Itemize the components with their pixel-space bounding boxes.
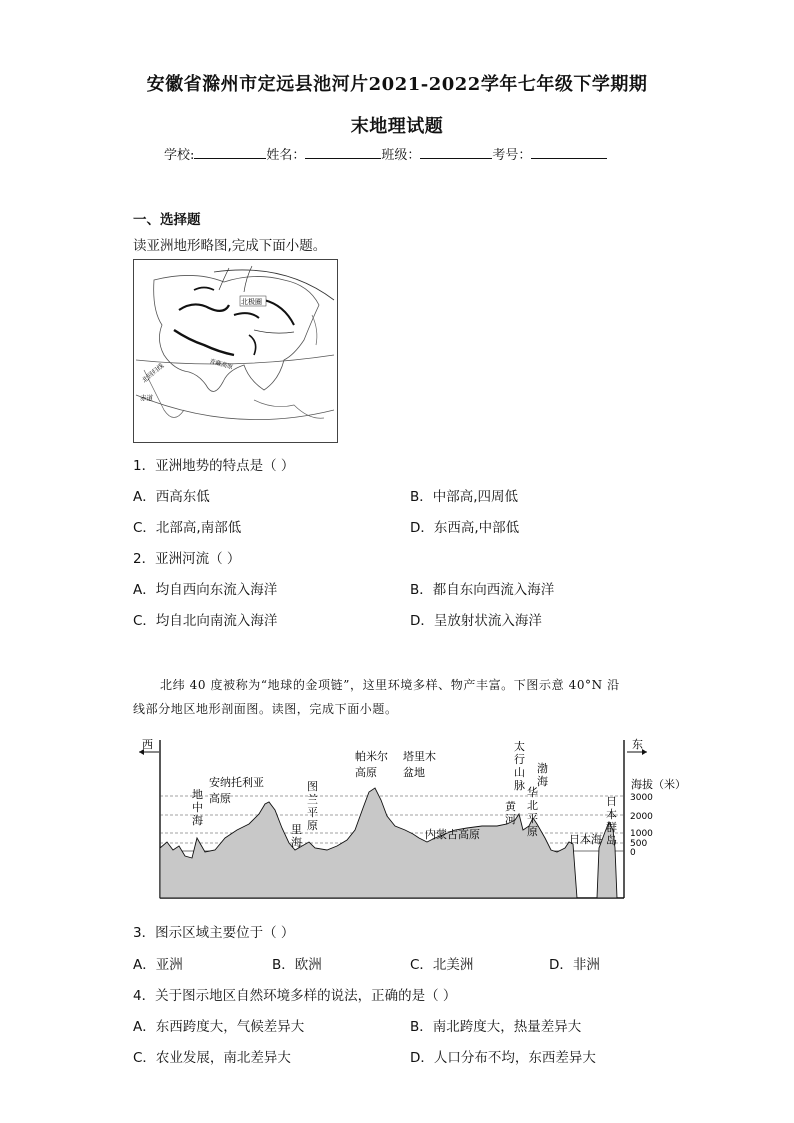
tick-2000: 2000 [630, 812, 653, 822]
map-label-tibet: 青藏高原 [208, 357, 234, 371]
school-blank[interactable] [194, 144, 266, 159]
tick-0: 0 [630, 848, 636, 858]
q3-option-c[interactable]: C．北美洲 [410, 957, 474, 973]
tick-3000: 3000 [630, 793, 653, 803]
q1-option-b[interactable]: B．中部高,四周低 [410, 489, 519, 505]
map-label-tropic: 北回归线 [140, 361, 166, 385]
map-label-equator: 赤道 [140, 394, 153, 402]
class-label: 班级： [381, 148, 421, 163]
label-north-china-plain: 华北平原 [527, 786, 538, 838]
section-heading: 一、选择题 [133, 212, 201, 228]
question-3-stem: 3．图示区域主要位于（ ） [133, 925, 295, 941]
label-pamir: 帕米尔高原 [355, 750, 388, 779]
label-inner-mongolia: 内蒙古高原 [425, 828, 480, 841]
profile-west: 西 [142, 738, 153, 751]
student-info-line [164, 144, 607, 163]
number-blank[interactable] [531, 144, 607, 159]
terrain-profile-diagram [137, 738, 697, 908]
q4-option-d[interactable]: D．人口分布不均，东西差异大 [410, 1050, 596, 1066]
label-bohai: 渤海 [537, 762, 548, 788]
q2-option-a[interactable]: A．均自西向东流入海洋 [133, 582, 278, 598]
tick-500: 500 [630, 839, 648, 849]
question-4-stem: 4．关于图示地区自然环境多样的说法，正确的是（ ） [133, 988, 457, 1004]
intro-text-2-line1: 北纬 40 度被称为“地球的金项链”，这里环境多样、物产丰富。下图示意 40°N 沿 [160, 678, 620, 692]
q2-option-d[interactable]: D．呈放射状流入海洋 [410, 613, 542, 629]
q1-option-c[interactable]: C．北部高,南部低 [133, 520, 242, 536]
q1-option-a[interactable]: A．西高东低 [133, 489, 210, 505]
q1-option-d[interactable]: D．东西高,中部低 [410, 520, 520, 536]
intro-text-1: 读亚洲地形略图,完成下面小题。 [133, 238, 327, 254]
asia-terrain-map [133, 259, 338, 443]
q3-option-b[interactable]: B．欧洲 [272, 957, 322, 973]
map-label-arctic: 北极圈 [241, 298, 262, 306]
intro-text-2-line2: 线部分地区地形剖面图。读图，完成下面小题。 [133, 702, 398, 716]
q2-option-c[interactable]: C．均自北向南流入海洋 [133, 613, 278, 629]
label-caspian: 里海 [291, 823, 302, 849]
number-label: 考号： [492, 148, 532, 163]
class-blank[interactable] [420, 144, 492, 159]
label-yellow-river: 黄河 [505, 800, 516, 826]
page-title-line1: 安徽省滁州市定远县池河片2021-2022学年七年级下学期期 [146, 74, 648, 95]
name-blank[interactable] [305, 144, 381, 159]
q3-option-a[interactable]: A．亚洲 [133, 957, 183, 973]
label-anatolia: 安纳托利亚高原 [209, 776, 264, 805]
q3-option-d[interactable]: D．非洲 [549, 957, 600, 973]
q2-option-b[interactable]: B．都自东向西流入海洋 [410, 582, 555, 598]
label-tarim: 塔里木盆地 [403, 750, 436, 779]
q4-option-c[interactable]: C．农业发展，南北差异大 [133, 1050, 291, 1066]
name-label: 姓名： [266, 148, 306, 163]
question-1-stem: 1．亚洲地势的特点是（ ） [133, 458, 295, 474]
tick-1000: 1000 [630, 829, 653, 839]
question-2-stem: 2．亚洲河流（ ） [133, 551, 241, 567]
school-label: 学校: [164, 148, 195, 163]
label-japan: 日本群岛 [606, 795, 617, 847]
q4-option-b[interactable]: B．南北跨度大，热量差异大 [410, 1019, 582, 1035]
axis-title: 海拔（米） [631, 778, 686, 791]
q4-option-a[interactable]: A．东西跨度大，气候差异大 [133, 1019, 305, 1035]
label-turan: 图兰平原 [307, 780, 318, 832]
label-sea-of-japan: 日本海 [569, 833, 602, 846]
label-taihang: 太行山脉 [514, 740, 525, 792]
profile-east: 东 [632, 738, 643, 751]
label-mediterranean: 地中海 [192, 788, 203, 827]
page-title-line2: 末地理试题 [350, 116, 444, 137]
